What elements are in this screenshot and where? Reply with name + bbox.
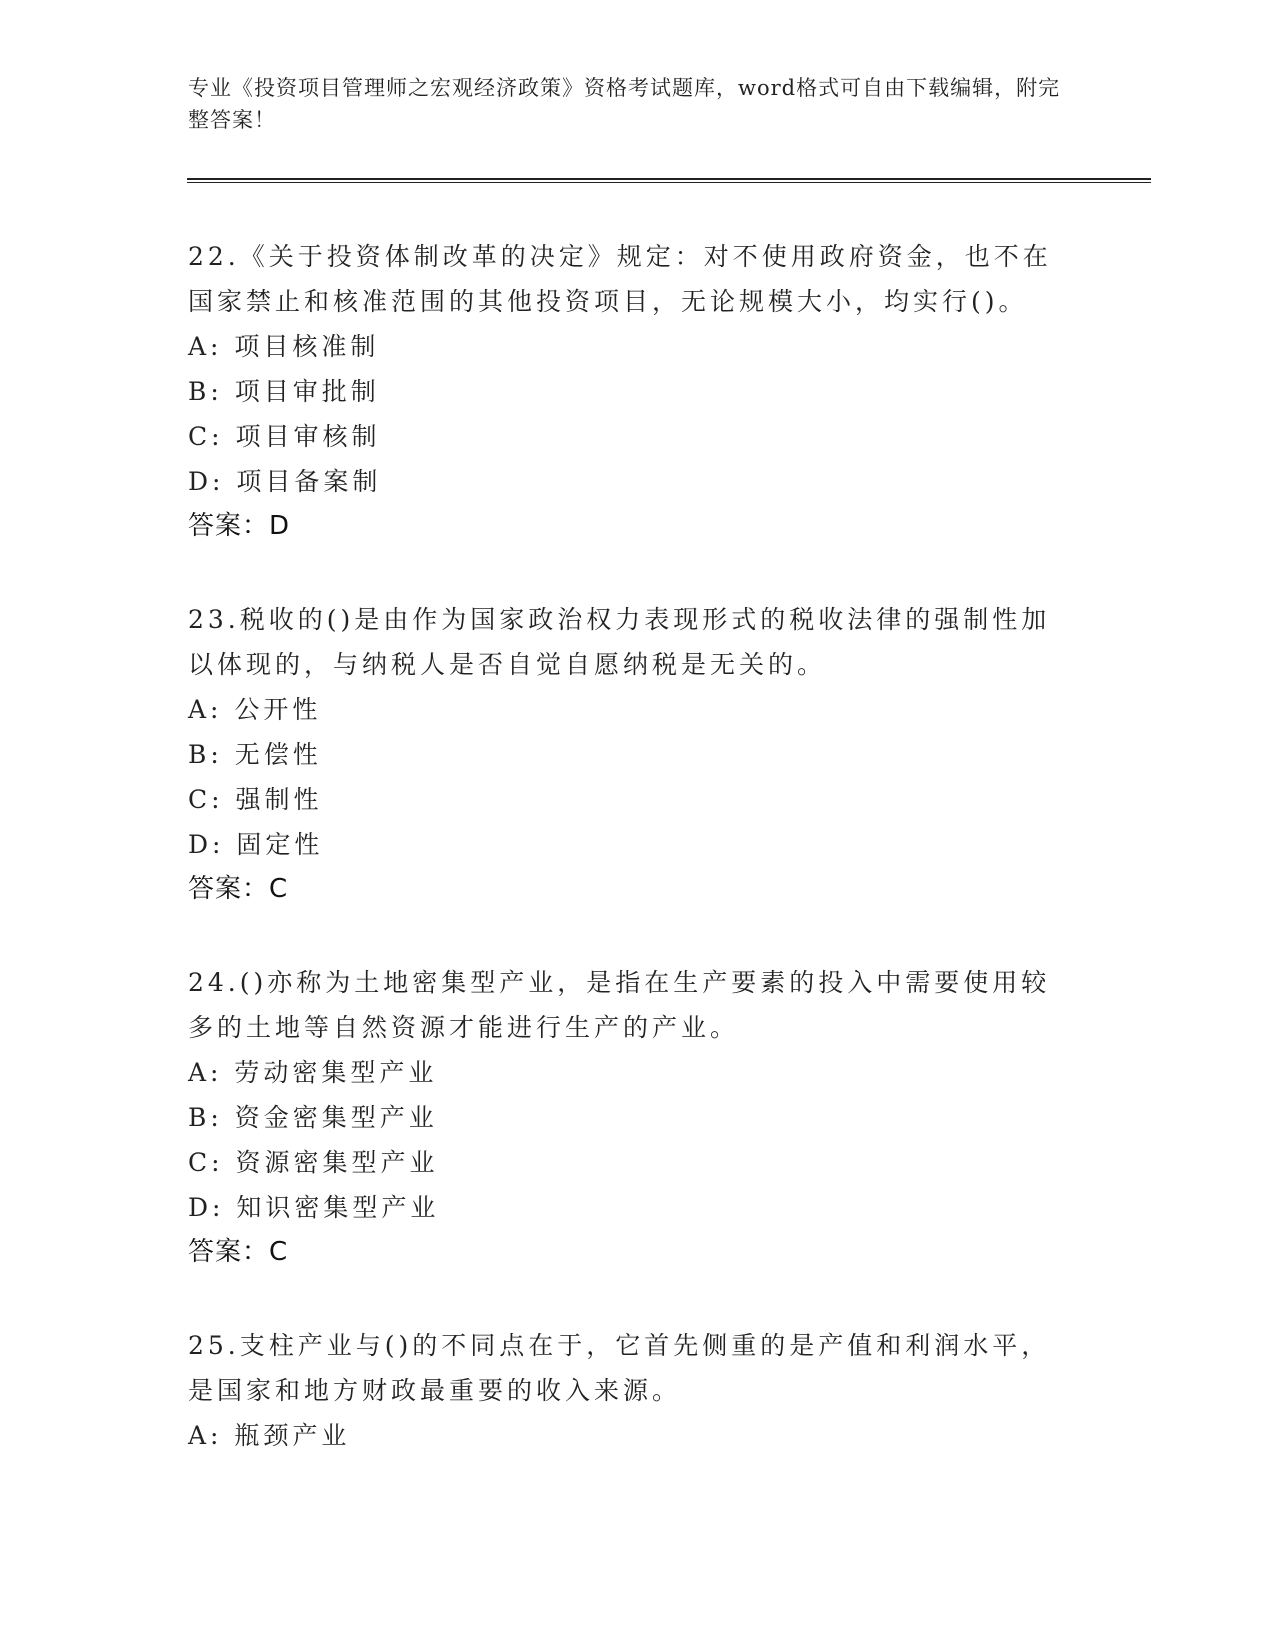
question-stem: 22.《关于投资体制改革的决定》规定：对不使用政府资金，也不在国家禁止和核准范围的其他投资项目，无论规模大小，均实行()。 bbox=[188, 242, 1052, 316]
option-c: C: 资源密集型产业 bbox=[188, 1148, 439, 1177]
option-b: B: 资金密集型产业 bbox=[188, 1103, 438, 1132]
option-a: A: 公开性 bbox=[188, 695, 322, 724]
question-stem: 23.税收的()是由作为国家政治权力表现形式的税收法律的强制性加以体现的，与纳税人是否自觉自愿纳税是无关的。 bbox=[188, 605, 1051, 679]
answer-line: 答案：C bbox=[188, 1237, 289, 1267]
option-d: D: 固定性 bbox=[188, 830, 324, 859]
option-a: A: 瓶颈产业 bbox=[188, 1421, 351, 1450]
question-24 bbox=[188, 960, 1068, 1275]
option-b: B: 无偿性 bbox=[188, 740, 322, 769]
header-divider bbox=[187, 178, 1151, 183]
question-stem: 24.()亦称为土地密集型产业，是指在生产要素的投入中需要使用较多的土地等自然资源才能进行生产的产业。 bbox=[188, 968, 1051, 1042]
document-header: 专业《投资项目管理师之宏观经济政策》资格考试题库，word格式可自由下载编辑，附完整答案！ bbox=[188, 76, 1061, 132]
option-b: B: 项目审批制 bbox=[188, 377, 380, 406]
option-c: C: 强制性 bbox=[188, 785, 323, 814]
option-c: C: 项目审核制 bbox=[188, 422, 381, 451]
option-d: D: 项目备案制 bbox=[188, 467, 382, 496]
option-a: A: 劳动密集型产业 bbox=[188, 1058, 438, 1087]
question-stem: 25.支柱产业与()的不同点在于，它首先侧重的是产值和利润水平，是国家和地方财政最重要的收入来源。 bbox=[188, 1331, 1051, 1405]
answer-line: 答案：D bbox=[188, 511, 291, 541]
option-d: D: 知识密集型产业 bbox=[188, 1193, 440, 1222]
option-a: A: 项目核准制 bbox=[188, 332, 380, 361]
question-22 bbox=[188, 234, 1068, 549]
question-25 bbox=[188, 1323, 1068, 1458]
answer-line: 答案：C bbox=[188, 874, 289, 904]
question-23 bbox=[188, 597, 1068, 912]
